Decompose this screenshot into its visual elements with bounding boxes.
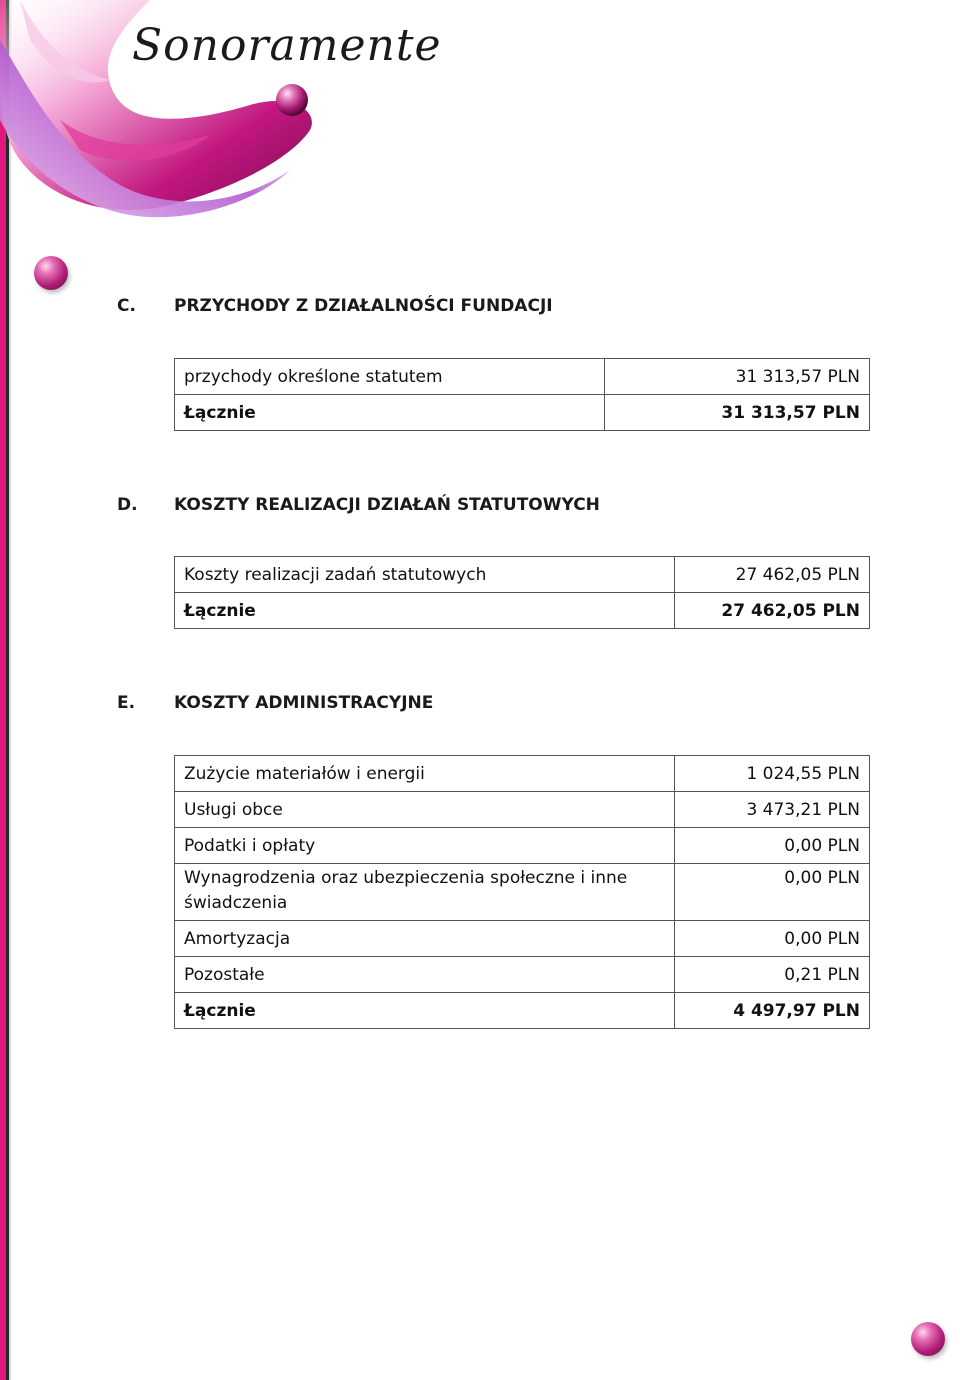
row-label: Amortyzacja (175, 921, 675, 957)
section-e-title (117, 693, 433, 713)
row-value: 0,00 PLN (675, 864, 870, 921)
decorative-orb (911, 1322, 945, 1356)
row-value: 3 473,21 PLN (675, 792, 870, 828)
table-row (175, 792, 870, 828)
row-label: przychody określone statutem (175, 359, 605, 395)
total-value: 27 462,05 PLN (675, 593, 870, 629)
row-label: Podatki i opłaty (175, 828, 675, 864)
section-d-title (117, 495, 600, 515)
table-row (175, 921, 870, 957)
table-row (175, 557, 870, 593)
row-value: 1 024,55 PLN (675, 756, 870, 792)
section-heading: KOSZTY ADMINISTRACYJNE (174, 693, 434, 713)
row-label: Usługi obce (175, 792, 675, 828)
table-row (175, 828, 870, 864)
total-row (175, 395, 870, 431)
row-value: 0,00 PLN (675, 921, 870, 957)
row-value: 0,21 PLN (675, 957, 870, 993)
total-row (175, 993, 870, 1029)
row-label: Wynagrodzenia oraz ubezpieczenia społeczne i inne świadczenia (175, 864, 675, 921)
total-label: Łącznie (175, 993, 675, 1029)
row-label: Koszty realizacji zadań statutowych (175, 557, 675, 593)
total-value: 4 497,97 PLN (675, 993, 870, 1029)
section-heading: KOSZTY REALIZACJI DZIAŁAŃ STATUTOWYCH (174, 495, 600, 515)
total-value: 31 313,57 PLN (605, 395, 870, 431)
section-e-table (174, 755, 870, 1029)
row-value: 31 313,57 PLN (605, 359, 870, 395)
table-row (175, 756, 870, 792)
total-row (175, 593, 870, 629)
table-row (175, 359, 870, 395)
section-c-table (174, 358, 870, 431)
section-letter: E. (117, 693, 136, 713)
total-label: Łącznie (175, 395, 605, 431)
section-d-table (174, 556, 870, 629)
decorative-orb (34, 256, 68, 290)
section-letter: D. (117, 495, 138, 515)
total-label: Łącznie (175, 593, 675, 629)
section-heading: PRZYCHODY Z DZIAŁALNOŚCI FUNDACJI (174, 296, 553, 316)
row-value: 0,00 PLN (675, 828, 870, 864)
row-label: Pozostałe (175, 957, 675, 993)
table-row (175, 864, 870, 921)
section-letter: C. (117, 296, 136, 316)
table-row (175, 957, 870, 993)
brand-logo: Sonoramente (132, 20, 442, 71)
row-label: Zużycie materiałów i energii (175, 756, 675, 792)
section-c-title (117, 296, 553, 316)
row-value: 27 462,05 PLN (675, 557, 870, 593)
